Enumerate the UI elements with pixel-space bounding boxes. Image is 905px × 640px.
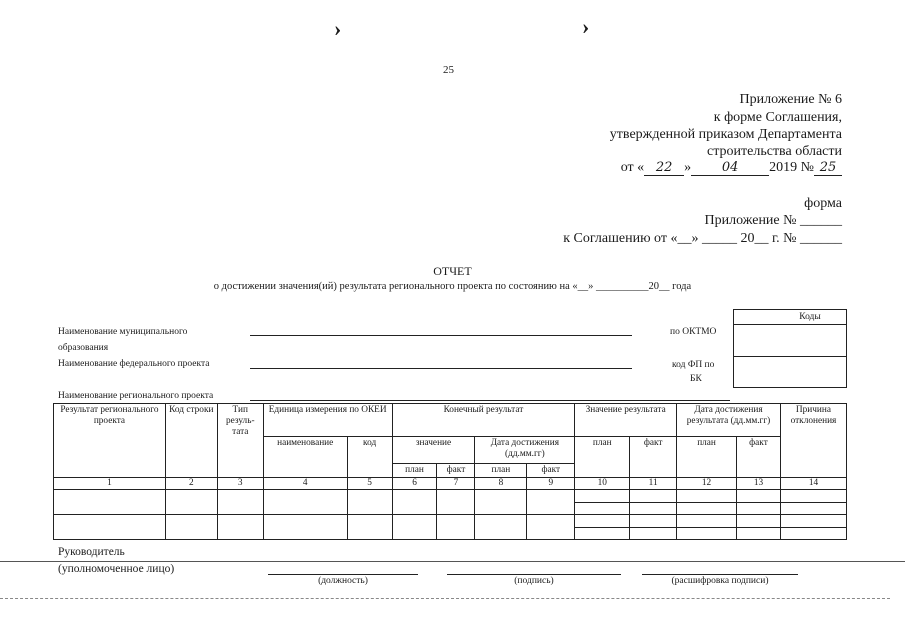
col-number: 4 <box>263 478 347 490</box>
col-final-header: Конечный результат <box>392 404 575 437</box>
position-caption: (должность) <box>318 576 368 586</box>
report-table <box>53 403 847 540</box>
municipality-label-2: образования <box>58 343 109 353</box>
date-day: 22 <box>644 160 684 176</box>
col-rd-plan-header: план <box>677 437 737 478</box>
col-number: 2 <box>165 478 217 490</box>
col-reason-header: Причина отклонения <box>780 404 846 478</box>
punch-mark-left: › <box>334 16 342 41</box>
form-label: форма <box>804 196 842 211</box>
col-number: 12 <box>677 478 737 490</box>
col-result-value-header: Значение результата <box>575 404 677 437</box>
codes-header: Коды <box>799 312 821 322</box>
table-row <box>54 515 847 528</box>
regional-project-underline <box>250 400 730 401</box>
col-number: 14 <box>780 478 846 490</box>
report-subtitle: о достижении значения(ий) результата регионального проекта по состоянию на «__» __________20__ года <box>213 281 692 292</box>
col-code-header: Код строки <box>165 404 217 478</box>
date-mid: » <box>684 160 692 175</box>
col-value-plan-header: план <box>392 464 437 478</box>
fp-code-label: код ФП по <box>672 360 715 370</box>
col-unit-code-header: код <box>347 437 392 478</box>
appendix-date-line <box>621 160 842 176</box>
punch-mark-right: › <box>582 14 590 39</box>
col-result-header: Результат регионального проекта <box>54 404 166 478</box>
col-number: 13 <box>737 478 781 490</box>
authorized-label: (уполномоченное лицо) <box>58 563 175 575</box>
regional-project-label: Наименование регионального проекта <box>58 391 214 401</box>
head-label: Руководитель <box>58 546 125 558</box>
col-value-header: значение <box>392 437 475 464</box>
federal-project-underline <box>250 368 632 369</box>
date-prefix: от « <box>620 160 645 175</box>
col-value-fact-header: факт <box>437 464 475 478</box>
fp-code-cell <box>733 356 847 388</box>
bottom-dashed-line <box>0 598 890 599</box>
municipality-label: Наименование муниципального <box>58 327 188 337</box>
decode-line <box>642 574 798 575</box>
col-date-header: Дата достижения (дд.мм.гг) <box>475 437 575 464</box>
fp-code-label-2: БК <box>690 374 702 384</box>
appendix-title: Приложение № 6 <box>739 92 842 107</box>
col-unit-header: Единица измерения по ОКЕИ <box>263 404 392 437</box>
col-number: 7 <box>437 478 475 490</box>
col-number: 3 <box>217 478 263 490</box>
col-result-date-header: Дата достижения результата (дд.мм.гг) <box>677 404 781 437</box>
sign-caption: (подпись) <box>514 576 554 586</box>
oktmo-label: по ОКТМО <box>670 327 717 337</box>
decode-caption: (расшифровка подписи) <box>671 576 769 586</box>
col-rd-fact-header: факт <box>737 437 781 478</box>
table-row <box>54 490 847 503</box>
col-rv-fact-header: факт <box>630 437 677 478</box>
page-number: 25 <box>443 64 454 76</box>
col-number: 8 <box>475 478 527 490</box>
form-appendix-line: Приложение № ______ <box>704 213 842 228</box>
date-month: 04 <box>691 160 769 176</box>
appendix-form-ref: к форме Соглашения, <box>713 110 842 125</box>
federal-project-label: Наименование федерального проекта <box>58 359 210 369</box>
col-unit-name-header: наименование <box>263 437 347 478</box>
codes-header-cell <box>733 309 847 325</box>
col-number: 6 <box>392 478 437 490</box>
report-title: ОТЧЕТ <box>433 264 472 278</box>
col-date-fact-header: факт <box>527 464 575 478</box>
col-rv-plan-header: план <box>575 437 630 478</box>
date-year: 2019 № <box>769 160 814 175</box>
col-number: 1 <box>54 478 166 490</box>
col-number: 5 <box>347 478 392 490</box>
col-date-plan-header: план <box>475 464 527 478</box>
col-number: 11 <box>630 478 677 490</box>
municipality-underline <box>250 335 632 336</box>
col-number: 9 <box>527 478 575 490</box>
date-number: 25 <box>814 160 842 176</box>
separator-line <box>0 561 905 562</box>
col-type-header: Тип резуль-тата <box>217 404 263 478</box>
sign-line <box>447 574 621 575</box>
form-agreement-line: к Соглашению от «__» _____ 20__ г. № ______ <box>563 231 842 246</box>
appendix-department: строительства области <box>707 144 842 159</box>
position-line <box>268 574 418 575</box>
oktmo-code-cell <box>733 324 847 357</box>
col-number: 10 <box>575 478 630 490</box>
appendix-order-ref: утвержденной приказом Департамента <box>609 127 842 142</box>
